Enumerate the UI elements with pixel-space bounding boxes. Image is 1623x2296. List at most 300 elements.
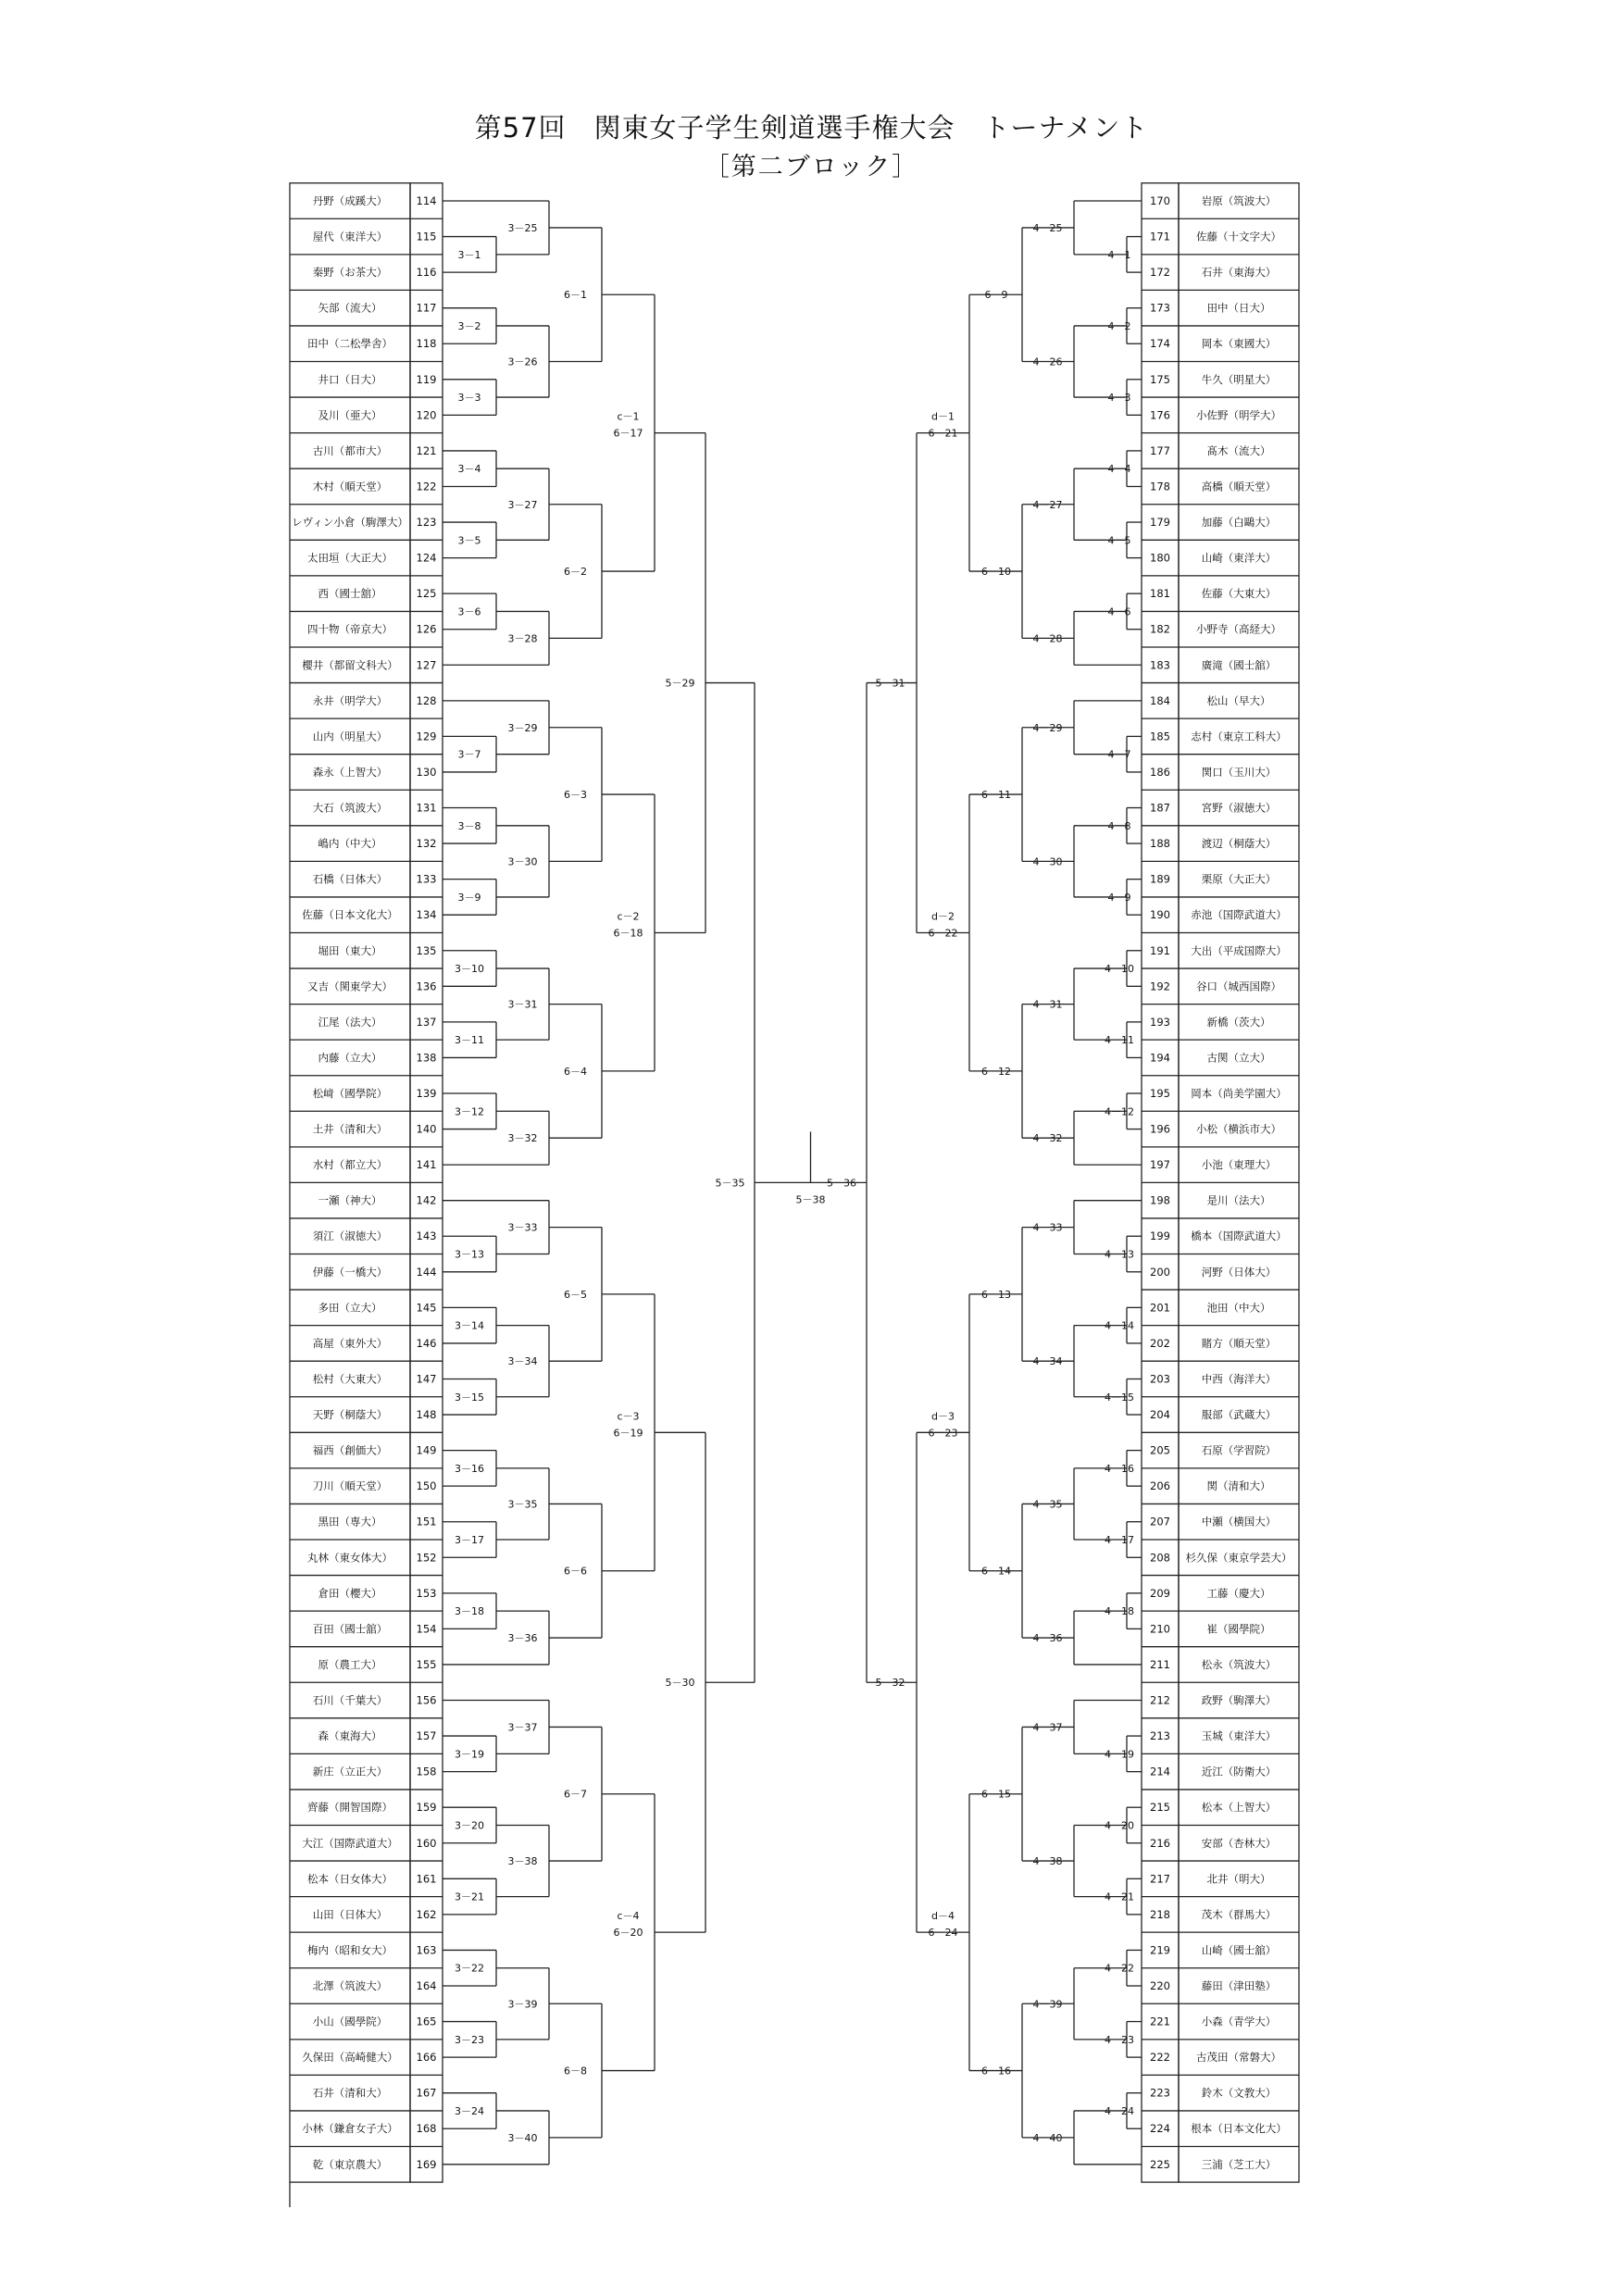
match-label: 3－18 [455, 1605, 484, 1618]
player-number: 225 [1150, 2157, 1170, 2171]
player-number: 124 [416, 551, 437, 565]
player-name: 石川（千葉大） [312, 1693, 388, 1707]
player-number: 204 [1150, 1408, 1170, 1422]
player-name: 森（東海大） [318, 1729, 382, 1743]
match-label: 4－21 [1105, 1890, 1134, 1903]
player-name: 杉久保（東京学芸大） [1185, 1551, 1292, 1565]
player-number: 178 [1150, 480, 1170, 493]
player-name: 廣滝（國士舘） [1201, 658, 1277, 672]
match-label: 4－7 [1107, 748, 1131, 761]
player-name: 多田（立大） [318, 1301, 382, 1315]
player-number: 222 [1150, 2051, 1170, 2065]
player-name: 又吉（関東学大） [307, 980, 393, 993]
player-number: 193 [1150, 1015, 1170, 1029]
player-name: 賭方（順天堂） [1201, 1336, 1277, 1350]
player-name: 刀川（順天堂） [312, 1479, 388, 1493]
player-number: 217 [1150, 1872, 1170, 1886]
block-subtitle: ［第二ブロック］ [704, 153, 919, 181]
player-number: 210 [1150, 1622, 1170, 1636]
player-number: 189 [1150, 872, 1170, 886]
player-number: 223 [1150, 2086, 1170, 2100]
match-label: 4－22 [1105, 1962, 1134, 1975]
player-number: 156 [416, 1693, 437, 1707]
match-label: 3－29 [507, 721, 538, 734]
player-name: 松山（早大） [1206, 693, 1271, 707]
match-label: 5－35 [715, 1177, 745, 1190]
player-number: 174 [1150, 337, 1170, 351]
match-label: 3－4 [457, 463, 481, 476]
player-name: 橋本（国際武道大） [1191, 1229, 1287, 1243]
player-name: 新庄（立正大） [312, 1765, 388, 1778]
match-label: 4－14 [1105, 1319, 1134, 1332]
player-name: 牛久（明星大） [1201, 372, 1277, 386]
match-label: d－2 [931, 910, 955, 923]
player-number: 157 [416, 1729, 437, 1743]
player-name: 髙木（流大） [1206, 443, 1271, 457]
player-name: 齊藤（開智国際） [307, 1801, 393, 1815]
player-number: 115 [416, 230, 437, 243]
match-label: 3－9 [457, 891, 481, 904]
player-name: 岡本（東國大） [1201, 337, 1277, 351]
player-number: 221 [1150, 2015, 1170, 2028]
match-label: 5－29 [665, 677, 695, 690]
match-label: 3－35 [507, 1498, 538, 1511]
player-name: 一瀬（神大） [318, 1193, 382, 1207]
player-number: 151 [416, 1515, 437, 1529]
match-label: 4－39 [1032, 1998, 1063, 2011]
player-number: 170 [1150, 194, 1170, 207]
player-number: 202 [1150, 1336, 1170, 1350]
player-number: 133 [416, 872, 437, 886]
match-label: 6－20 [613, 1927, 643, 1940]
player-number: 214 [1150, 1765, 1170, 1778]
player-name: 丹野（成蹊大） [312, 194, 388, 207]
match-label: 4－5 [1107, 534, 1131, 547]
player-name: レヴィン小倉（駒澤大） [292, 516, 408, 530]
player-number: 171 [1150, 230, 1170, 243]
player-number: 127 [416, 658, 437, 672]
match-label: 3－11 [455, 1034, 484, 1047]
final-match-label: 5－38 [795, 1193, 826, 1206]
match-label: 4－38 [1032, 1855, 1063, 1868]
player-name: 永井（明学大） [312, 693, 388, 707]
match-label: 3－10 [455, 963, 484, 976]
player-name: 松永（筑波大） [1201, 1657, 1277, 1671]
match-label: 3－36 [507, 1632, 538, 1645]
match-label: 6－14 [981, 1565, 1011, 1578]
match-label: 3－14 [455, 1319, 484, 1332]
player-number: 136 [416, 980, 437, 993]
player-number: 149 [416, 1443, 437, 1457]
match-label: 3－5 [457, 534, 481, 547]
match-label: 3－31 [507, 998, 538, 1011]
match-label: 3－15 [455, 1391, 484, 1404]
match-label: 5－32 [875, 1677, 905, 1690]
player-number: 183 [1150, 658, 1170, 672]
player-name: 佐藤（日本文化大） [302, 908, 398, 922]
player-number: 203 [1150, 1372, 1170, 1386]
player-name: 太田垣（大正大） [307, 551, 393, 565]
player-number: 153 [416, 1586, 437, 1600]
player-number: 206 [1150, 1479, 1170, 1493]
player-name: 田中（二松學舎） [307, 337, 393, 351]
match-label: 6－6 [564, 1565, 587, 1578]
player-name: 加藤（白鷗大） [1201, 516, 1277, 530]
player-name: 北井（明大） [1206, 1872, 1271, 1886]
match-label: 3－3 [457, 392, 481, 405]
player-name: 崔（國學院） [1206, 1622, 1271, 1636]
match-label: 6－23 [928, 1427, 958, 1440]
player-name: 三浦（芝工大） [1201, 2157, 1277, 2171]
match-label: 6－1 [564, 289, 587, 302]
match-label: c－3 [617, 1410, 640, 1423]
player-number: 145 [416, 1301, 437, 1315]
player-name: 小佐野（明学大） [1196, 408, 1281, 422]
match-label: 6－8 [564, 2065, 587, 2078]
player-number: 194 [1150, 1051, 1170, 1065]
player-name: 藤田（津田塾） [1201, 1979, 1277, 1992]
player-number: 199 [1150, 1229, 1170, 1243]
page-title: 第57回 関東女子学生剣道選手権大会 トーナメント [474, 112, 1149, 144]
player-name: 新橋（茨大） [1206, 1015, 1271, 1029]
player-number: 128 [416, 693, 437, 707]
player-number: 212 [1150, 1693, 1170, 1707]
match-label: 4－9 [1107, 891, 1131, 904]
player-name: 松﨑（國學院） [312, 1087, 388, 1100]
player-number: 152 [416, 1551, 437, 1565]
player-name: 山田（日体大） [312, 1907, 388, 1921]
player-name: 小森（青学大） [1201, 2015, 1277, 2028]
player-name: 古茂田（常磐大） [1196, 2051, 1281, 2065]
player-number: 187 [1150, 801, 1170, 815]
match-label: 4－37 [1032, 1721, 1063, 1734]
match-label: 3－37 [507, 1721, 538, 1734]
player-name: 高屋（東外大） [312, 1336, 388, 1350]
player-name: 松本（上智大） [1201, 1801, 1277, 1815]
player-number: 135 [416, 943, 437, 957]
player-number: 173 [1150, 301, 1170, 315]
player-number: 211 [1150, 1657, 1170, 1671]
match-label: 4－23 [1105, 2033, 1134, 2046]
match-label: 3－30 [507, 855, 538, 868]
player-number: 192 [1150, 980, 1170, 993]
player-name: 茂木（群馬大） [1201, 1907, 1277, 1921]
match-label: 6－12 [981, 1065, 1011, 1078]
player-name: 黒田（専大） [318, 1515, 382, 1529]
player-name: 渡辺（桐蔭大） [1201, 837, 1277, 851]
player-number: 163 [416, 1943, 437, 1957]
match-label: 6－21 [928, 427, 958, 440]
player-name: 古川（都市大） [312, 443, 388, 457]
player-number: 140 [416, 1122, 437, 1136]
player-name: 天野（桐蔭大） [312, 1408, 388, 1422]
player-number: 150 [416, 1479, 437, 1493]
match-label: 3－8 [457, 819, 481, 832]
player-number: 121 [416, 443, 437, 457]
player-name: 松村（大東大） [312, 1372, 388, 1386]
match-label: 4－1 [1107, 248, 1131, 261]
match-label: 4－40 [1032, 2131, 1063, 2144]
player-number: 188 [1150, 837, 1170, 851]
player-name: 中瀬（横国大） [1201, 1515, 1277, 1529]
player-name: 梅内（昭和女大） [307, 1943, 393, 1957]
player-name: 嶋内（中大） [318, 837, 382, 851]
player-name: 福西（創価大） [312, 1443, 388, 1457]
player-number: 215 [1150, 1801, 1170, 1815]
player-name: 池田（中大） [1206, 1301, 1271, 1315]
player-name: 山内（明星大） [312, 730, 388, 743]
match-label: 4－18 [1105, 1605, 1134, 1618]
match-label: c－1 [617, 410, 640, 423]
player-name: 根本（日本文化大） [1191, 2122, 1287, 2136]
player-number: 147 [416, 1372, 437, 1386]
match-label: 5－30 [665, 1677, 695, 1690]
player-number: 182 [1150, 622, 1170, 636]
player-name: 矢部（流大） [318, 301, 382, 315]
player-name: 北澤（筑波大） [312, 1979, 388, 1992]
player-number: 196 [1150, 1122, 1170, 1136]
player-number: 169 [416, 2157, 437, 2171]
player-number: 172 [1150, 266, 1170, 280]
match-label: 3－22 [455, 1962, 484, 1975]
player-name: 久保田（高崎健大） [302, 2051, 398, 2065]
player-number: 207 [1150, 1515, 1170, 1529]
player-name: 堀田（東大） [318, 943, 382, 957]
match-label: 3－40 [507, 2131, 538, 2144]
match-label: 4－27 [1032, 498, 1063, 511]
player-name: 志村（東京工科大） [1191, 730, 1287, 743]
match-label: 3－17 [455, 1534, 484, 1546]
match-label: d－1 [931, 410, 955, 423]
player-number: 125 [416, 587, 437, 601]
player-name: 岡本（尚美学園大） [1191, 1087, 1287, 1100]
player-number: 166 [416, 2051, 437, 2065]
player-number: 131 [416, 801, 437, 815]
match-label: 3－19 [455, 1748, 484, 1761]
match-label: 3－38 [507, 1855, 538, 1868]
match-label: 4－3 [1107, 392, 1131, 405]
match-label: 3－26 [507, 356, 538, 368]
player-name: 赤池（国際武道大） [1191, 908, 1287, 922]
player-number: 201 [1150, 1301, 1170, 1315]
match-label: 6－19 [613, 1427, 643, 1440]
player-number: 164 [416, 1979, 437, 1992]
match-label: 3－1 [457, 248, 481, 261]
player-number: 220 [1150, 1979, 1170, 1992]
player-name: 倉田（櫻大） [318, 1586, 382, 1600]
player-number: 116 [416, 266, 437, 280]
player-name: 安部（杏林大） [1201, 1836, 1277, 1850]
player-name: 山崎（東洋大） [1201, 551, 1277, 565]
player-name: 服部（武蔵大） [1201, 1408, 1277, 1422]
player-name: 櫻井（都留文科大） [302, 658, 398, 672]
match-label: 6－17 [613, 427, 643, 440]
player-name: 岩原（筑波大） [1201, 194, 1277, 207]
player-name: 水村（都立大） [312, 1158, 388, 1172]
player-number: 158 [416, 1765, 437, 1778]
player-number: 155 [416, 1657, 437, 1671]
match-label: 4－33 [1032, 1221, 1063, 1234]
player-name: 松本（日女体大） [307, 1872, 393, 1886]
player-name: 西（國士舘） [318, 587, 382, 601]
match-label: 6－3 [564, 789, 587, 802]
match-label: 4－36 [1032, 1632, 1063, 1645]
player-number: 134 [416, 908, 437, 922]
match-label: 6－13 [981, 1288, 1011, 1301]
player-name: 政野（駒澤大） [1201, 1693, 1277, 1707]
player-name: 原（農工大） [318, 1657, 382, 1671]
player-number: 208 [1150, 1551, 1170, 1565]
match-label: 4－31 [1032, 998, 1063, 1011]
player-name: 鈴木（文教大） [1201, 2086, 1277, 2100]
player-number: 218 [1150, 1907, 1170, 1921]
player-number: 175 [1150, 372, 1170, 386]
match-label: 3－33 [507, 1221, 538, 1234]
player-name: 小山（國學院） [312, 2015, 388, 2028]
player-name: 小野寺（高経大） [1196, 622, 1281, 636]
player-number: 197 [1150, 1158, 1170, 1172]
player-name: 大石（筑波大） [312, 801, 388, 815]
match-label: 4－19 [1105, 1748, 1134, 1761]
player-number: 138 [416, 1051, 437, 1065]
match-label: 4－30 [1032, 855, 1063, 868]
player-number: 165 [416, 2015, 437, 2028]
player-number: 114 [416, 194, 437, 207]
match-label: 6－4 [564, 1065, 587, 1078]
player-name: 乾（東京農大） [312, 2157, 388, 2171]
match-label: 4－15 [1105, 1391, 1134, 1404]
player-number: 195 [1150, 1087, 1170, 1100]
player-number: 184 [1150, 693, 1170, 707]
match-label: c－2 [617, 910, 640, 923]
match-label: 3－21 [455, 1890, 484, 1903]
match-label: 3－16 [455, 1462, 484, 1475]
player-number: 126 [416, 622, 437, 636]
player-number: 142 [416, 1193, 437, 1207]
player-number: 130 [416, 765, 437, 779]
player-name: 栗原（大正大） [1201, 872, 1277, 886]
match-label: 3－34 [507, 1355, 538, 1368]
match-label: 4－34 [1032, 1355, 1063, 1368]
match-label: c－4 [617, 1910, 640, 1923]
player-name: 関（清和大） [1206, 1479, 1271, 1493]
player-number: 198 [1150, 1193, 1170, 1207]
match-label: 3－7 [457, 748, 481, 761]
match-label: 4－11 [1105, 1034, 1134, 1047]
match-label: 4－29 [1032, 721, 1063, 734]
match-label: 3－6 [457, 605, 481, 618]
match-label: 3－27 [507, 498, 538, 511]
match-label: d－3 [931, 1410, 955, 1423]
match-label: 4－10 [1105, 963, 1134, 976]
match-label: 4－4 [1107, 463, 1131, 476]
player-name: 百田（國士舘） [312, 1622, 388, 1636]
match-label: 6－11 [981, 789, 1011, 802]
player-name: 伊藤（一橋大） [312, 1265, 388, 1279]
player-name: 土井（清和大） [312, 1122, 388, 1136]
player-name: 大出（平成国際大） [1191, 943, 1287, 957]
player-number: 139 [416, 1087, 437, 1100]
player-name: 中西（海洋大） [1201, 1372, 1277, 1386]
player-name: 宮野（淑徳大） [1201, 801, 1277, 815]
player-name: 山崎（國士舘） [1201, 1943, 1277, 1957]
player-number: 190 [1150, 908, 1170, 922]
match-label: 3－12 [455, 1105, 484, 1118]
player-number: 161 [416, 1872, 437, 1886]
player-number: 205 [1150, 1443, 1170, 1457]
match-label: 6－2 [564, 566, 587, 579]
player-number: 181 [1150, 587, 1170, 601]
player-number: 159 [416, 1801, 437, 1815]
player-number: 191 [1150, 943, 1170, 957]
player-number: 219 [1150, 1943, 1170, 1957]
match-label: 5－36 [827, 1177, 856, 1190]
player-number: 141 [416, 1158, 437, 1172]
match-label: 4－17 [1105, 1534, 1134, 1546]
player-name: 井口（日大） [318, 372, 382, 386]
player-name: 秦野（お茶大） [312, 266, 388, 280]
player-name: 石井（清和大） [312, 2086, 388, 2100]
match-label: 4－35 [1032, 1498, 1063, 1511]
match-label: 4－26 [1032, 356, 1063, 368]
match-label: 4－20 [1105, 1819, 1134, 1832]
player-number: 167 [416, 2086, 437, 2100]
player-name: 近江（防衛大） [1201, 1765, 1277, 1778]
match-label: 3－23 [455, 2033, 484, 2046]
player-name: 四十物（帝京大） [307, 622, 393, 636]
match-label: 6－5 [564, 1288, 587, 1301]
player-name: 石井（東海大） [1201, 266, 1277, 280]
player-number: 143 [416, 1229, 437, 1243]
match-label: d－4 [931, 1910, 955, 1923]
match-label: 6－7 [564, 1788, 587, 1801]
match-label: 6－15 [981, 1788, 1011, 1801]
match-label: 3－25 [507, 221, 538, 234]
player-name: 小松（横浜市大） [1196, 1122, 1281, 1136]
player-name: 佐藤（十文字大） [1196, 230, 1281, 243]
player-number: 120 [416, 408, 437, 422]
player-number: 146 [416, 1336, 437, 1350]
player-name: 河野（日体大） [1201, 1265, 1277, 1279]
player-name: 石橋（日体大） [312, 872, 388, 886]
player-name: 丸林（東女体大） [307, 1551, 393, 1565]
player-number: 160 [416, 1836, 437, 1850]
player-name: 木村（順天堂） [312, 480, 388, 493]
player-number: 117 [416, 301, 437, 315]
match-label: 6－24 [928, 1927, 958, 1940]
match-label: 3－32 [507, 1132, 538, 1145]
player-number: 209 [1150, 1586, 1170, 1600]
match-label: 4－8 [1107, 819, 1131, 832]
player-number: 224 [1150, 2122, 1170, 2136]
player-number: 168 [416, 2122, 437, 2136]
player-name: 佐藤（大東大） [1201, 587, 1277, 601]
player-name: 江尾（法大） [318, 1015, 382, 1029]
match-label: 4－2 [1107, 319, 1131, 332]
player-name: 森永（上智大） [312, 765, 388, 779]
player-number: 148 [416, 1408, 437, 1422]
match-label: 3－2 [457, 319, 481, 332]
match-label: 6－22 [928, 927, 958, 940]
player-name: 内藤（立大） [318, 1051, 382, 1065]
match-label: 6－18 [613, 927, 643, 940]
player-number: 213 [1150, 1729, 1170, 1743]
match-label: 4－6 [1107, 605, 1131, 618]
match-label: 4－25 [1032, 221, 1063, 234]
player-number: 119 [416, 372, 437, 386]
player-name: 小林（鎌倉女子大） [302, 2122, 398, 2136]
player-number: 129 [416, 730, 437, 743]
